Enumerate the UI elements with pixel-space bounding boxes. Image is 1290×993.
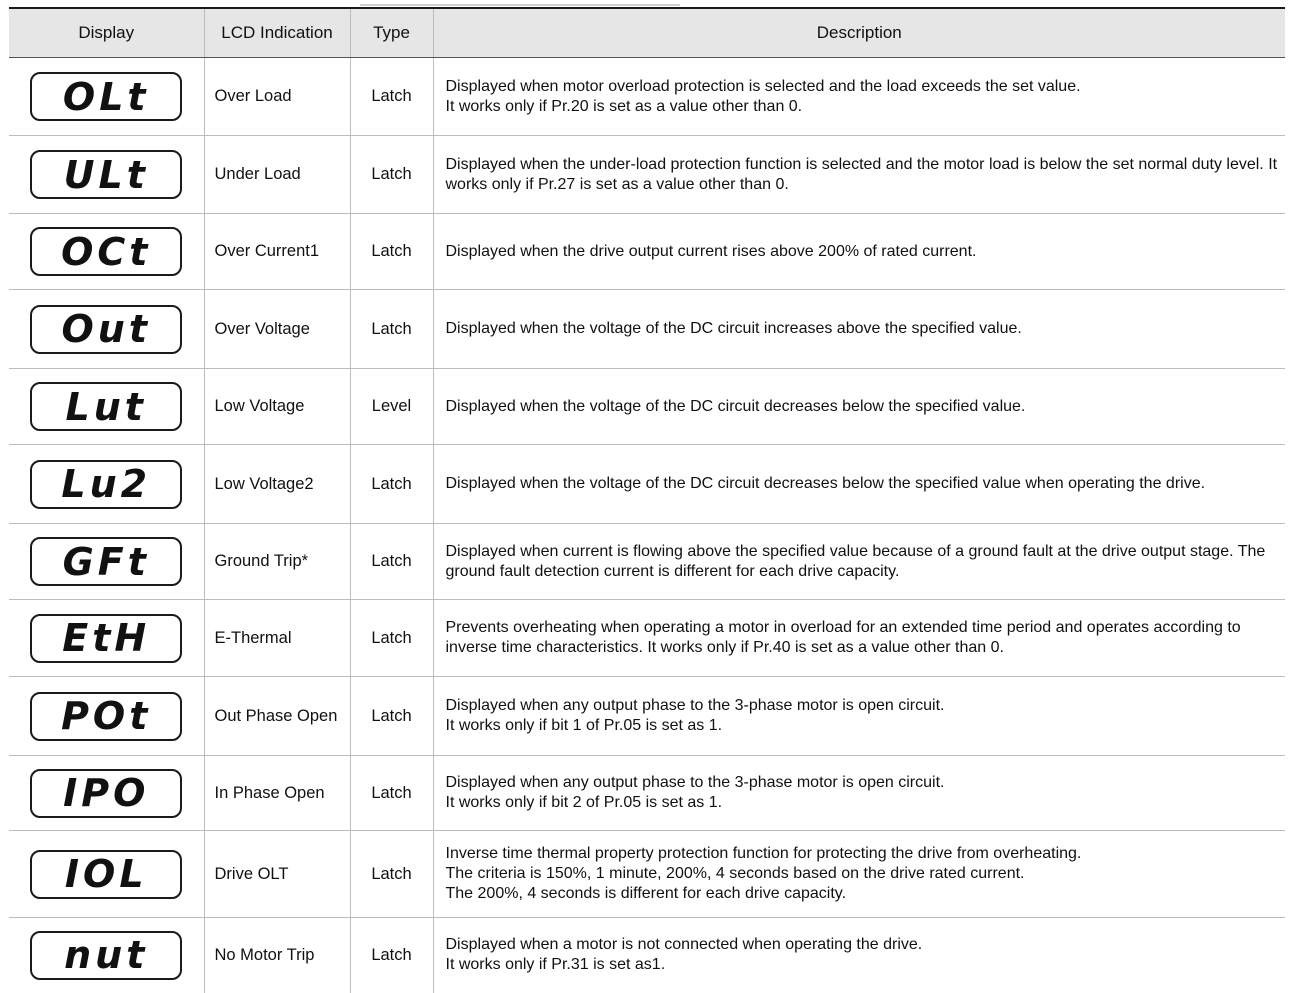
lcd-display-icon bbox=[30, 850, 182, 899]
header-description: Description bbox=[433, 8, 1285, 58]
lcd-indication-cell: Drive OLT bbox=[204, 831, 350, 918]
description-cell bbox=[433, 136, 1285, 214]
display-cell bbox=[9, 831, 204, 918]
table-row bbox=[9, 369, 1285, 445]
lcd-display-icon bbox=[30, 150, 182, 199]
lcd-display-icon bbox=[30, 460, 182, 509]
type-cell: Latch bbox=[350, 918, 433, 993]
lcd-code: OCt bbox=[61, 229, 152, 274]
table-row bbox=[9, 677, 1285, 756]
description-cell bbox=[433, 918, 1285, 993]
type-cell: Latch bbox=[350, 445, 433, 524]
lcd-display-icon bbox=[30, 769, 182, 818]
description-cell bbox=[433, 677, 1285, 756]
description-cell bbox=[433, 290, 1285, 369]
description-line: Displayed when any output phase to the 3-phase motor is open circuit. bbox=[445, 697, 945, 714]
lcd-code: EtH bbox=[62, 616, 151, 660]
table-row bbox=[9, 290, 1285, 369]
description-cell bbox=[433, 369, 1285, 445]
header-lcd-indication: LCD Indication bbox=[204, 8, 350, 58]
description-line: The criteria is 150%, 1 minute, 200%, 4 seconds based on the drive rated current. bbox=[445, 865, 1025, 882]
description-line: Displayed when current is flowing above the specified value because of a ground fault at the drive output stage. The ground fault detection current is different for each drive capacity. bbox=[445, 542, 1266, 580]
lcd-display-icon bbox=[30, 931, 182, 980]
lcd-indication-cell: Low Voltage2 bbox=[204, 445, 350, 524]
description-cell bbox=[433, 756, 1285, 831]
description-line: Inverse time thermal property protection function for protecting the drive from overheating. bbox=[445, 845, 1082, 862]
description-cell bbox=[433, 58, 1285, 136]
type-cell: Level bbox=[350, 369, 433, 445]
description-line: Displayed when any output phase to the 3-phase motor is open circuit. bbox=[445, 774, 945, 791]
description-line: Prevents overheating when operating a motor in overload for an extended time period and operates according to inverse time characteristics. It works only if Pr.40 is set as a value other than 0. bbox=[445, 619, 1241, 656]
type-cell: Latch bbox=[350, 677, 433, 756]
type-cell: Latch bbox=[350, 831, 433, 918]
display-cell bbox=[9, 136, 204, 214]
fault-trip-table bbox=[9, 7, 1285, 993]
header-display: Display bbox=[9, 8, 204, 58]
lcd-indication-cell: Over Voltage bbox=[204, 290, 350, 369]
lcd-code: Lut bbox=[65, 384, 147, 429]
table-row bbox=[9, 831, 1285, 918]
lcd-code: Out bbox=[61, 307, 152, 351]
type-cell: Latch bbox=[350, 756, 433, 831]
header-type: Type bbox=[350, 8, 433, 58]
lcd-code: IOL bbox=[64, 852, 148, 896]
lcd-indication-cell: No Motor Trip bbox=[204, 918, 350, 993]
description-line: It works only if Pr.20 is set as a value other than 0. bbox=[445, 97, 803, 115]
display-cell bbox=[9, 524, 204, 600]
description-line: The 200%, 4 seconds is different for each drive capacity. bbox=[445, 885, 847, 902]
description-line: Displayed when motor overload protection is selected and the load exceeds the set value. bbox=[445, 77, 1081, 95]
lcd-display-icon bbox=[30, 692, 182, 741]
description-cell bbox=[433, 214, 1285, 290]
display-cell bbox=[9, 58, 204, 136]
display-cell bbox=[9, 214, 204, 290]
table-row bbox=[9, 445, 1285, 524]
description-cell bbox=[433, 445, 1285, 524]
description-cell bbox=[433, 600, 1285, 677]
table-row bbox=[9, 136, 1285, 214]
description-line: Displayed when the drive output current rises above 200% of rated current. bbox=[445, 242, 977, 260]
table-header-row bbox=[9, 8, 1285, 58]
table-row bbox=[9, 756, 1285, 831]
lcd-display-icon bbox=[30, 227, 182, 276]
display-cell bbox=[9, 918, 204, 993]
type-cell: Latch bbox=[350, 214, 433, 290]
lcd-code: OLt bbox=[62, 74, 150, 119]
lcd-code: IPO bbox=[63, 771, 150, 815]
description-line: It works only if bit 2 of Pr.05 is set as 1. bbox=[445, 794, 723, 811]
display-cell bbox=[9, 445, 204, 524]
display-cell bbox=[9, 677, 204, 756]
description-line: Displayed when the voltage of the DC circuit decreases below the specified value when operating the drive. bbox=[445, 475, 1206, 492]
lcd-indication-cell: Out Phase Open bbox=[204, 677, 350, 756]
lcd-indication-cell: Over Load bbox=[204, 58, 350, 136]
lcd-code: ULt bbox=[63, 152, 149, 197]
type-cell: Latch bbox=[350, 58, 433, 136]
lcd-code: POt bbox=[61, 694, 152, 738]
lcd-display-icon bbox=[30, 305, 182, 354]
lcd-display-icon bbox=[30, 72, 182, 121]
description-cell bbox=[433, 524, 1285, 600]
table-row bbox=[9, 600, 1285, 677]
type-cell: Latch bbox=[350, 524, 433, 600]
lcd-display-icon bbox=[30, 537, 182, 586]
type-cell: Latch bbox=[350, 290, 433, 369]
table-row bbox=[9, 58, 1285, 136]
description-line: Displayed when the under-load protection function is selected and the motor load is below the set normal duty level. It works only if Pr.27 is set as a value other than 0. bbox=[445, 155, 1278, 193]
lcd-indication-cell: In Phase Open bbox=[204, 756, 350, 831]
description-cell bbox=[433, 831, 1285, 918]
lcd-display-icon bbox=[30, 614, 182, 663]
table-row bbox=[9, 524, 1285, 600]
type-cell: Latch bbox=[350, 136, 433, 214]
description-line: It works only if bit 1 of Pr.05 is set as 1. bbox=[445, 717, 723, 734]
description-line: It works only if Pr.31 is set as1. bbox=[445, 956, 666, 974]
display-cell bbox=[9, 600, 204, 677]
lcd-indication-cell: Under Load bbox=[204, 136, 350, 214]
lcd-indication-cell: Low Voltage bbox=[204, 369, 350, 445]
display-cell bbox=[9, 369, 204, 445]
type-cell: Latch bbox=[350, 600, 433, 677]
lcd-code: Lu2 bbox=[61, 462, 152, 506]
table-row bbox=[9, 918, 1285, 993]
lcd-indication-cell: Over Current1 bbox=[204, 214, 350, 290]
description-line: Displayed when the voltage of the DC circuit decreases below the specified value. bbox=[445, 397, 1026, 415]
description-line: Displayed when the voltage of the DC circuit increases above the specified value. bbox=[445, 320, 1022, 337]
lcd-indication-cell: E-Thermal bbox=[204, 600, 350, 677]
lcd-code: nut bbox=[64, 933, 149, 978]
description-line: Displayed when a motor is not connected when operating the drive. bbox=[445, 936, 923, 954]
display-cell bbox=[9, 756, 204, 831]
lcd-code: GFt bbox=[62, 539, 150, 584]
display-cell bbox=[9, 290, 204, 369]
lcd-indication-cell: Ground Trip* bbox=[204, 524, 350, 600]
table-row bbox=[9, 214, 1285, 290]
previous-content-fragment bbox=[0, 0, 1290, 6]
lcd-display-icon bbox=[30, 382, 182, 431]
